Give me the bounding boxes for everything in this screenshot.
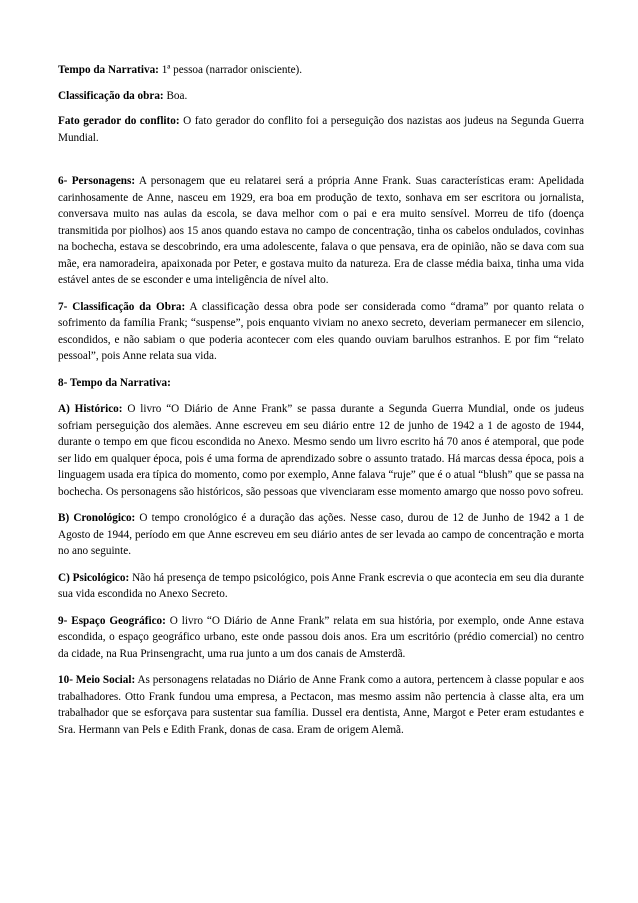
narrative-time-heading	[58, 375, 584, 392]
conflict-text: O fato gerador do conflito foi a perseguição dos nazistas aos judeus na Segunda Guerra Mundial.	[58, 115, 584, 144]
historical-text: O livro “O Diário de Anne Frank” se passa durante a Segunda Guerra Mundial, onde os judeus sofriam perseguição dos alemães. Anne escreveu em seu diário entre 12 de junho de 1942 a 1 de agosto de 1944, durante o tempo em que ficou escondida no Anexo. Mesmo sendo um livro escrito há 70 anos é atemporal, que pode ser lido em qualquer época, pois é uma forma de aprendizado sobre o assunto tratado. Há marcas dessa época, pois a linguagem usada era típica do momento, como por exemplo, Anne falava “ruje” que é o atual “blush” que se passa na bochecha. Os personagens são históricos, são pessoas que vivenciaram esse momento amargo que nosso povo sofreu.	[58, 403, 584, 498]
psychological-paragraph	[58, 570, 584, 603]
social-environment-paragraph	[58, 672, 584, 738]
psychological-label: C) Psicológico:	[58, 571, 130, 584]
work-classification-paragraph	[58, 299, 584, 365]
work-classification-text: A classificação dessa obra pode ser considerada como “drama” por quanto relata o sofrimento da família Frank; “suspense”, pois enquanto viviam no anexo secreto, deveriam permanecer em silencio, escondidos, e não sabiam o que poderia acontecer com eles quando ouviam barulhos estranhos. E por fim “relato pessoal”, pois Anne relata sua vida.	[58, 300, 584, 362]
classification-paragraph	[58, 88, 584, 105]
tempo-label: Tempo da Narrativa:	[58, 64, 159, 76]
geographic-space-text: O livro “O Diário de Anne Frank” relata em sua história, por exemplo, onde Anne estava escondida, o espaço geográfico urbano, este onde passou dois anos. Era um escritório (prédio comercial) no centro da cidade, na Rua Prinsengracht, uma rua junto a um dos canais de Amsterdã.	[58, 614, 584, 660]
psychological-text: Não há presença de tempo psicológico, pois Anne Frank escrevia o que acontecia em seu dia durante sua vida escondida no Anexo Secreto.	[58, 571, 584, 600]
historical-label: A) Histórico:	[58, 403, 123, 415]
chronological-label: B) Cronológico:	[58, 512, 136, 524]
geographic-space-paragraph	[58, 613, 584, 663]
characters-paragraph	[58, 173, 584, 289]
classification-label: Classificação da obra:	[58, 89, 164, 102]
chronological-paragraph	[58, 510, 584, 560]
tempo-paragraph	[58, 62, 584, 79]
characters-text: A personagem que eu relatarei será a própria Anne Frank. Suas características eram: Apelidada carinhosamente de Anne, nasceu em 1929, era boa em produção de texto, sonhava em ser escritora ou jornalista, conversava muito nas aulas da escola, se dava melhor com o pai e era muito sensível. Morreu de tifo (doença transmitida por piolhos) aos 15 anos quando estava no campo de concentração, tinha os cabelos ondulados, covinhas na bochecha, estava se descobrindo, era uma adolescente, falava o que pensava, era de opinião, não se dava com sua mãe, era namoradeira, apaixonada por Peter, e gostava muito da natureza. Era de classe média baixa, tinha uma vida estável antes de se esconder e uma inteligência de nível alto.	[58, 175, 584, 286]
conflict-label: Fato gerador do conflito:	[58, 115, 180, 127]
social-environment-text: As personagens relatadas no Diário de Anne Frank como a autora, pertencem à classe popular e aos trabalhadores. Otto Frank fundou uma empresa, a Pectacon, mas mesmo assim não pertencia à classe alta, era um trabalhador que se esforçava para sustentar sua família. Dussel era dentista, Anne, Margot e Peter eram estudantes e Sra. Hermann van Pels e Edith Frank, donas de casa. Eram de origem Alemã.	[58, 674, 584, 736]
characters-label: 6- Personagens:	[58, 175, 136, 187]
geographic-space-label: 9- Espaço Geográfico:	[58, 614, 166, 627]
social-environment-label: 10- Meio Social:	[58, 674, 136, 686]
historical-paragraph	[58, 401, 584, 500]
work-classification-label: 7- Classificação da Obra:	[58, 300, 186, 313]
classification-text: Boa.	[163, 89, 188, 102]
conflict-paragraph	[58, 113, 584, 146]
tempo-text: 1ª pessoa (narrador onisciente).	[158, 64, 303, 76]
narrative-time-label: 8- Tempo da Narrativa:	[58, 376, 171, 389]
chronological-text: O tempo cronológico é a duração das ações. Nesse caso, durou de 12 de Junho de 1942 a 1 de Agosto de 1944, período em que Anne escreveu em seu diário antes de ser levada ao campo de concentração e morta no ano seguinte.	[58, 512, 584, 557]
